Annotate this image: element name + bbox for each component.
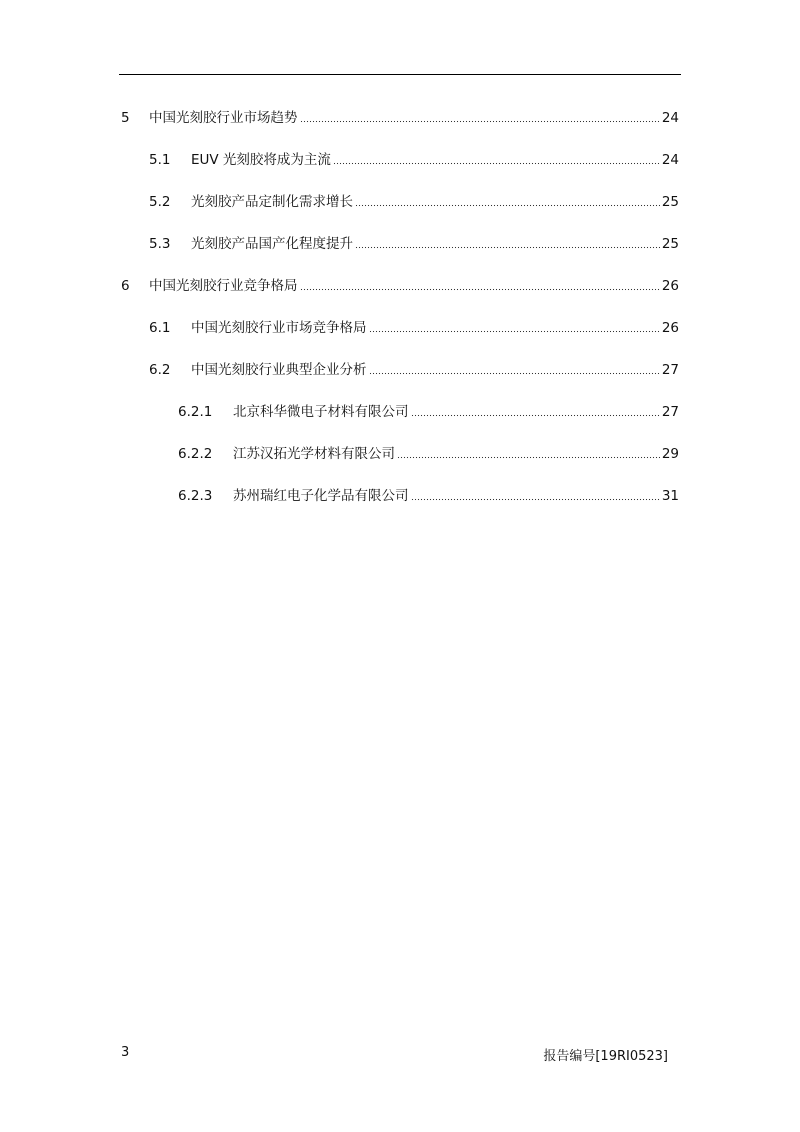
toc-entry-number: 5: [121, 110, 130, 126]
toc-leader-dots: [397, 455, 660, 459]
toc-leader-dots: [333, 161, 660, 165]
toc-entry-number: 6.2.3: [178, 488, 213, 504]
toc-entry-page: 27: [661, 404, 679, 420]
toc-entry-page: 26: [661, 320, 679, 336]
toc-entry-page: 25: [661, 194, 679, 210]
toc-leader-dots: [300, 287, 660, 291]
toc-entry-page: 27: [661, 362, 679, 378]
toc-entry-6[interactable]: [121, 276, 679, 296]
footer-page-number: 3: [121, 1045, 130, 1060]
toc-entry-title: 中国光刻胶行业竞争格局: [149, 278, 298, 294]
toc-entry-number: 6.2.2: [178, 446, 213, 462]
footer-report-id: 报告编号[19RI0523]: [543, 1049, 668, 1064]
toc-entry-5[interactable]: [121, 108, 679, 128]
toc-entry-title: 江苏汉拓光学材料有限公司: [233, 446, 395, 462]
toc-entry-title: EUV 光刻胶将成为主流: [191, 152, 331, 168]
toc-entry-6-2-3[interactable]: [178, 486, 679, 506]
toc-entry-title: 苏州瑞红电子化学品有限公司: [233, 488, 409, 504]
toc-leader-dots: [411, 497, 660, 501]
toc-entry-title: 光刻胶产品定制化需求增长: [191, 194, 353, 210]
toc-leader-dots: [355, 203, 660, 207]
toc-entry-number: 5.1: [149, 152, 171, 168]
toc-entry-page: 24: [661, 110, 679, 126]
toc-entry-title: 中国光刻胶行业市场趋势: [149, 110, 298, 126]
toc-entry-6-2-1[interactable]: [178, 402, 679, 422]
toc-entry-number: 5.2: [149, 194, 171, 210]
toc-entry-6-2[interactable]: [149, 360, 679, 380]
toc-entry-title: 中国光刻胶行业典型企业分析: [191, 362, 367, 378]
toc-entry-5-1[interactable]: [149, 150, 679, 170]
toc-leader-dots: [355, 245, 660, 249]
toc-leader-dots: [411, 413, 660, 417]
toc-leader-dots: [369, 371, 660, 375]
header-rule: [119, 74, 681, 75]
toc-leader-dots: [300, 119, 660, 123]
toc-entry-page: 26: [661, 278, 679, 294]
toc-entry-number: 6.2: [149, 362, 171, 378]
toc-entry-title: 光刻胶产品国产化程度提升: [191, 236, 353, 252]
toc-entry-page: 24: [661, 152, 679, 168]
toc-entry-page: 29: [661, 446, 679, 462]
toc-leader-dots: [369, 329, 660, 333]
toc-entry-5-2[interactable]: [149, 192, 679, 212]
toc-entry-title: 中国光刻胶行业市场竞争格局: [191, 320, 367, 336]
toc-entry-number: 5.3: [149, 236, 171, 252]
toc-entry-5-3[interactable]: [149, 234, 679, 254]
toc-entry-page: 31: [661, 488, 679, 504]
toc-entry-number: 6.1: [149, 320, 171, 336]
toc-entry-6-1[interactable]: [149, 318, 679, 338]
toc-entry-number: 6: [121, 278, 130, 294]
toc-entry-title: 北京科华微电子材料有限公司: [233, 404, 409, 420]
toc-entry-number: 6.2.1: [178, 404, 213, 420]
toc-entry-page: 25: [661, 236, 679, 252]
toc-entry-6-2-2[interactable]: [178, 444, 679, 464]
